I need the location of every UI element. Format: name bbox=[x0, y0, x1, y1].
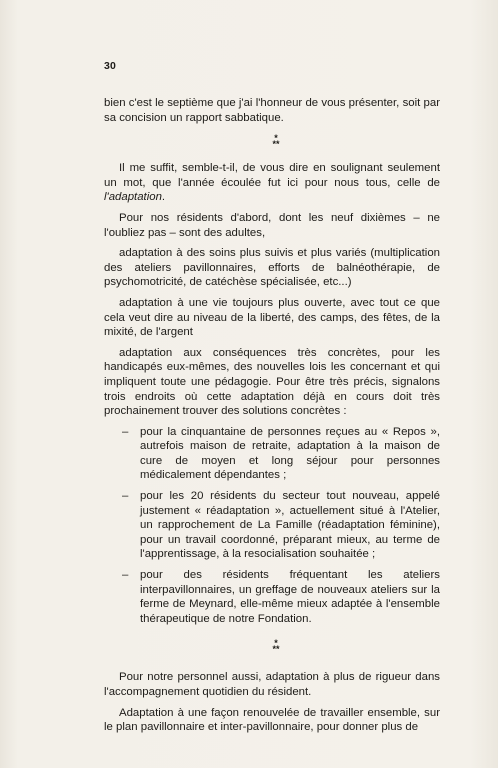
personnel-paragraph: Pour notre personnel aussi, adaptation à plus de rigueur dans l'accompagnement quotidien du résident. bbox=[104, 671, 440, 698]
opening-paragraph: bien c'est le septième que j'ai l'honneur de vous présenter, soit par sa concision un rapport sabbatique. bbox=[104, 97, 440, 124]
document-body bbox=[104, 96, 440, 735]
intro-paragraph bbox=[104, 161, 440, 205]
separator-ornament: * ** bbox=[272, 133, 280, 150]
travail-paragraph: Adaptation à une façon renouvelée de travailler ensemble, sur le plan pavillonnaire et inter-pavillonnaire, pour donner plus de bbox=[104, 706, 440, 734]
list-item-text: pour des résidents fréquentant les ateliers interpavillonnaires, un greffage de nouveaux ateliers sur la ferme de Meynard, elle-même mieux adaptée à l'ensemble thérapeutique de notre Fondation. bbox=[140, 569, 440, 625]
intro-text: Il me suffit, semble-t-il, de vous dire en soulignant seulement un mot, que l'année écoulée fut ici pour nous tous, celle de bbox=[104, 162, 440, 189]
separator-ornament: * ** bbox=[272, 638, 280, 655]
list-dash: – bbox=[122, 569, 129, 582]
list-item bbox=[104, 568, 440, 626]
list-dash: – bbox=[122, 490, 129, 503]
residents-paragraph: Pour nos résidents d'abord, dont les neuf dixièmes – ne l'oubliez pas – sont des adultes, bbox=[104, 211, 440, 239]
intro-emphasis: l'adaptation bbox=[104, 191, 162, 204]
list-item-text: pour les 20 résidents du secteur tout nouveau, appelé justement « réadaptation », actuellement situé à l'Atelier, un rapprochement de La Famille (réadaptation féminine), pour un travail coordonné, préparant mieux, au terme de l'apprentissage, à la resocialisation souhaitée ; bbox=[140, 490, 440, 561]
list-item bbox=[104, 489, 440, 562]
adaptation-list bbox=[104, 425, 440, 627]
vie-paragraph: adaptation à une vie toujours plus ouverte, avec tout ce que cela veut dire au niveau de la liberté, des camps, des fêtes, de la mixité, de l'argent bbox=[104, 296, 440, 339]
intro-end: . bbox=[161, 191, 166, 204]
soins-paragraph: adaptation à des soins plus suivis et plus variés (multiplication des ateliers pavillonnaires, efforts de balnéothérapie, de psychomotricité, de catéchèse spécialisée, etc...) bbox=[104, 247, 440, 289]
list-item-text: pour la cinquantaine de personnes reçues au « Repos », autrefois maison de retraite, adaptation à la maison de cure de moyen et long séjour pour personnes médicalement dépendantes ; bbox=[140, 425, 440, 482]
page-number: 30 bbox=[104, 60, 117, 72]
section-separator bbox=[112, 638, 440, 655]
list-item bbox=[104, 425, 440, 483]
list-dash: – bbox=[122, 425, 129, 438]
consequences-paragraph: adaptation aux conséquences très concrètes, pour les handicapés eux-mêmes, des nouvelles lois les concernant et qui impliquent toute une pédagogie. Pour être très précis, signalons trois endroits où cette adaptation déjà en cours doit très prochainement trouver des solutions concrètes : bbox=[104, 346, 440, 418]
section-separator bbox=[112, 133, 440, 150]
